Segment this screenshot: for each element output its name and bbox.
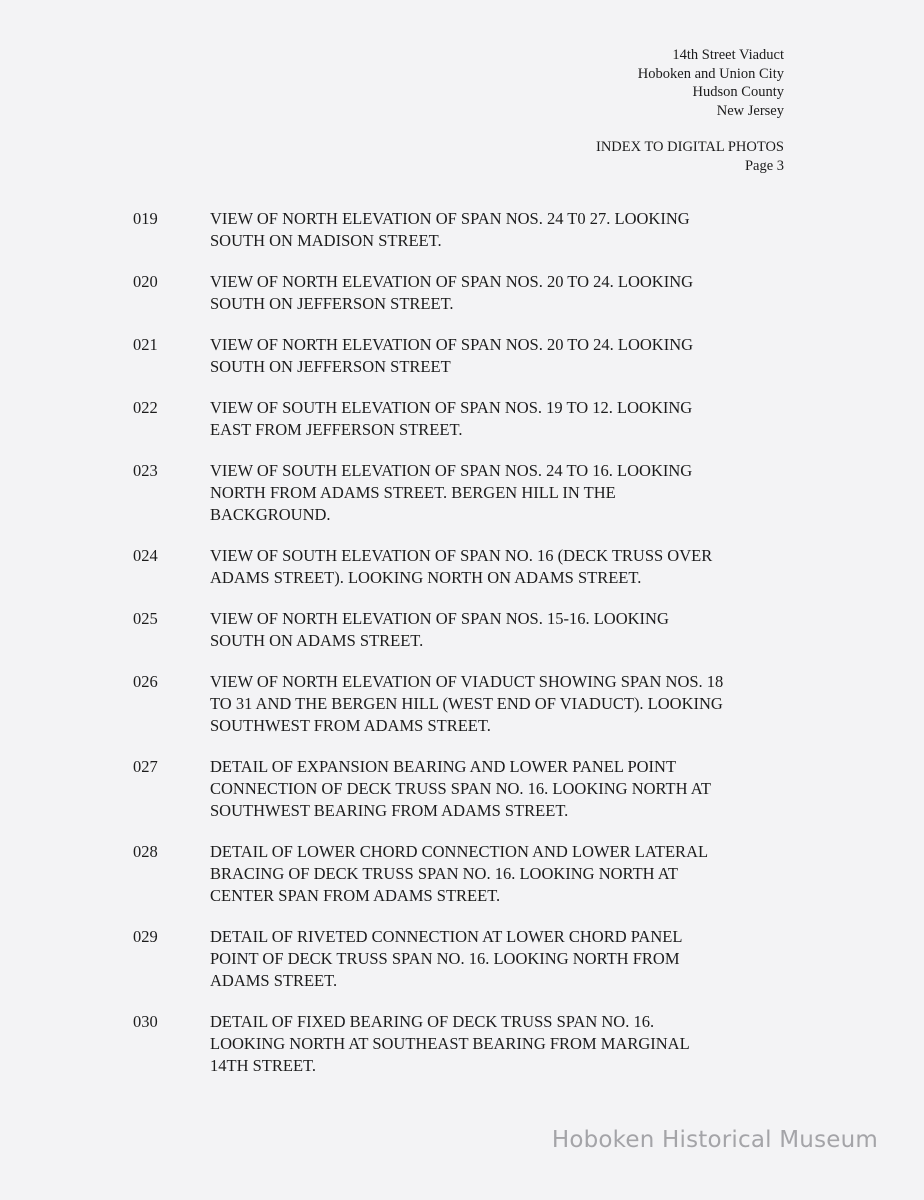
photo-number: 023 bbox=[133, 461, 158, 480]
list-item bbox=[133, 271, 793, 315]
photo-description: VIEW OF NORTH ELEVATION OF VIADUCT SHOWING SPAN NOS. 18 TO 31 AND THE BERGEN HILL (WEST END OF VIADUCT). LOOKING SOUTHWEST FROM ADAMS STREET. bbox=[210, 672, 724, 735]
photo-description: VIEW OF SOUTH ELEVATION OF SPAN NOS. 24 TO 16. LOOKING NORTH FROM ADAMS STREET. BERGEN HILL IN THE BACKGROUND. bbox=[210, 461, 693, 524]
list-item bbox=[133, 1011, 793, 1077]
list-item bbox=[133, 460, 793, 526]
list-item bbox=[133, 671, 793, 737]
list-item bbox=[133, 334, 793, 378]
photo-number: 019 bbox=[133, 209, 158, 228]
photo-index-list bbox=[133, 208, 793, 1096]
photo-description: VIEW OF SOUTH ELEVATION OF SPAN NOS. 19 TO 12. LOOKING EAST FROM JEFFERSON STREET. bbox=[210, 398, 693, 439]
photo-number: 022 bbox=[133, 398, 158, 417]
page-number: Page 3 bbox=[744, 157, 784, 174]
photo-number: 020 bbox=[133, 272, 158, 291]
photo-description: VIEW OF NORTH ELEVATION OF SPAN NOS. 24 T0 27. LOOKING SOUTH ON MADISON STREET. bbox=[210, 209, 690, 250]
list-item bbox=[133, 397, 793, 441]
photo-number: 028 bbox=[133, 842, 158, 861]
photo-description: DETAIL OF LOWER CHORD CONNECTION AND LOWER LATERAL BRACING OF DECK TRUSS SPAN NO. 16. LOOKING NORTH AT CENTER SPAN FROM ADAMS STREET. bbox=[210, 842, 709, 905]
list-item bbox=[133, 208, 793, 252]
photo-description: VIEW OF NORTH ELEVATION OF SPAN NOS. 15-16. LOOKING SOUTH ON ADAMS STREET. bbox=[210, 609, 669, 650]
list-item bbox=[133, 926, 793, 992]
photo-description: DETAIL OF FIXED BEARING OF DECK TRUSS SPAN NO. 16. LOOKING NORTH AT SOUTHEAST BEARING FROM MARGINAL 14TH STREET. bbox=[210, 1012, 690, 1075]
photo-description: VIEW OF SOUTH ELEVATION OF SPAN NO. 16 (DECK TRUSS OVER ADAMS STREET). LOOKING NORTH ON ADAMS STREET. bbox=[210, 546, 713, 587]
photo-number: 026 bbox=[133, 672, 158, 691]
photo-description: DETAIL OF EXPANSION BEARING AND LOWER PANEL POINT CONNECTION OF DECK TRUSS SPAN NO. 16. LOOKING NORTH AT SOUTHWEST BEARING FROM ADAMS STREET. bbox=[210, 757, 711, 820]
header-line-county: Hudson County bbox=[692, 84, 784, 100]
museum-watermark: Hoboken Historical Museum bbox=[551, 1127, 878, 1153]
index-title: INDEX TO DIGITAL PHOTOS bbox=[595, 139, 784, 155]
photo-number: 027 bbox=[133, 757, 158, 776]
header-line-location: Hoboken and Union City bbox=[637, 65, 784, 82]
header-spacer bbox=[596, 120, 784, 138]
photo-number: 021 bbox=[133, 335, 158, 354]
photo-description: VIEW OF NORTH ELEVATION OF SPAN NOS. 20 TO 24. LOOKING SOUTH ON JEFFERSON STREET bbox=[210, 335, 694, 376]
header-line-title: 14th Street Viaduct bbox=[672, 47, 784, 63]
photo-number: 030 bbox=[133, 1012, 158, 1031]
list-item bbox=[133, 756, 793, 822]
header-line-state: New Jersey bbox=[716, 102, 784, 119]
photo-description: DETAIL OF RIVETED CONNECTION AT LOWER CHORD PANEL POINT OF DECK TRUSS SPAN NO. 16. LOOKING NORTH FROM ADAMS STREET. bbox=[210, 927, 683, 990]
page-header bbox=[596, 46, 784, 175]
photo-description: VIEW OF NORTH ELEVATION OF SPAN NOS. 20 TO 24. LOOKING SOUTH ON JEFFERSON STREET. bbox=[210, 272, 694, 313]
photo-number: 024 bbox=[133, 546, 158, 565]
photo-number: 025 bbox=[133, 609, 158, 628]
photo-number: 029 bbox=[133, 927, 158, 946]
list-item bbox=[133, 608, 793, 652]
list-item bbox=[133, 545, 793, 589]
list-item bbox=[133, 841, 793, 907]
